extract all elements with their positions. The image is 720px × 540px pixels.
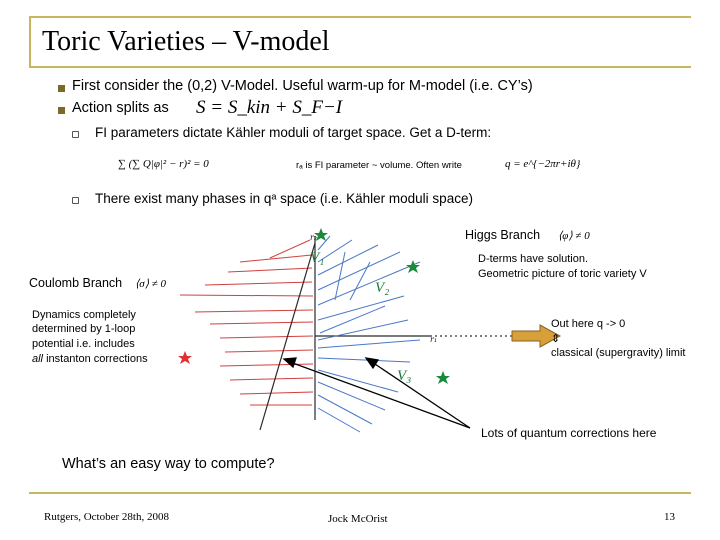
higgs-desc: Geometric picture of toric variety V (478, 268, 647, 280)
v2-label: V₂ (375, 280, 390, 296)
higgs-formula: ⟨φ⟩ ≠ 0 (558, 230, 590, 242)
classical-limit-label: classical (supergravity) limit (551, 347, 686, 359)
coulomb-desc-rest: instanton corrections (43, 353, 148, 365)
green-star-icon (406, 260, 420, 273)
higgs-branch-label: Higgs Branch (465, 228, 541, 242)
v3-label: V₃ (397, 368, 412, 384)
coulomb-formula: ⟨σ⟩ ≠ 0 (135, 278, 167, 290)
quantum-corrections-label: Lots of quantum corrections here (481, 426, 657, 440)
action-formula: S = S_kin + S_F−I (196, 97, 343, 118)
r2-label: r₂ (310, 233, 318, 242)
coulomb-desc-line (32, 353, 148, 365)
footer-line (29, 492, 691, 494)
ra-note: rₐ is FI parameter ~ volume. Often write (296, 160, 462, 171)
out-here-label: Out here q -> 0 (551, 318, 626, 330)
coulomb-desc: determined by 1-loop (32, 323, 136, 335)
slide-title: Toric Varieties – V-model (42, 26, 330, 57)
phase-walls (260, 236, 430, 430)
coulomb-branch-label: Coulomb Branch (29, 276, 123, 290)
page-number: 13 (664, 511, 675, 523)
coulomb-desc: Dynamics completely (32, 309, 136, 321)
bullet-text: First consider the (0,2) V-Model. Useful warm-up for M-model (i.e. CY’s) (72, 78, 533, 94)
v1-label: V₁ (310, 250, 325, 266)
q-formula: q = e^{−2πr+iθ} (505, 158, 581, 170)
equivalence-icon: ⇕ (551, 333, 561, 345)
dterm-formula: ∑ (∑ Q|φ|² − r)² = 0 (118, 158, 209, 170)
coulomb-desc-em: all (32, 353, 44, 365)
green-star-icon (436, 371, 450, 384)
coulomb-desc: potential i.e. includes (32, 338, 135, 350)
red-star-icon (178, 351, 192, 364)
higgs-desc: D-terms have solution. (478, 253, 589, 265)
sub-bullet-text: FI parameters dictate Kähler moduli of target space. Get a D-term: (95, 125, 492, 140)
geometric-region-lines (318, 236, 420, 432)
corrections-arrows (284, 358, 470, 428)
r1-label: r₁ (430, 335, 438, 344)
bullet-text: Action splits as (72, 100, 169, 116)
footer-author: Jock McOrist (328, 513, 388, 525)
sub-bullet-text: There exist many phases in qᵃ space (i.e. Kähler moduli space) (95, 191, 473, 206)
coulomb-region-lines (180, 240, 313, 405)
footer-venue: Rutgers, October 28th, 2008 (44, 511, 169, 523)
question-text: What’s an easy way to compute? (62, 456, 275, 472)
